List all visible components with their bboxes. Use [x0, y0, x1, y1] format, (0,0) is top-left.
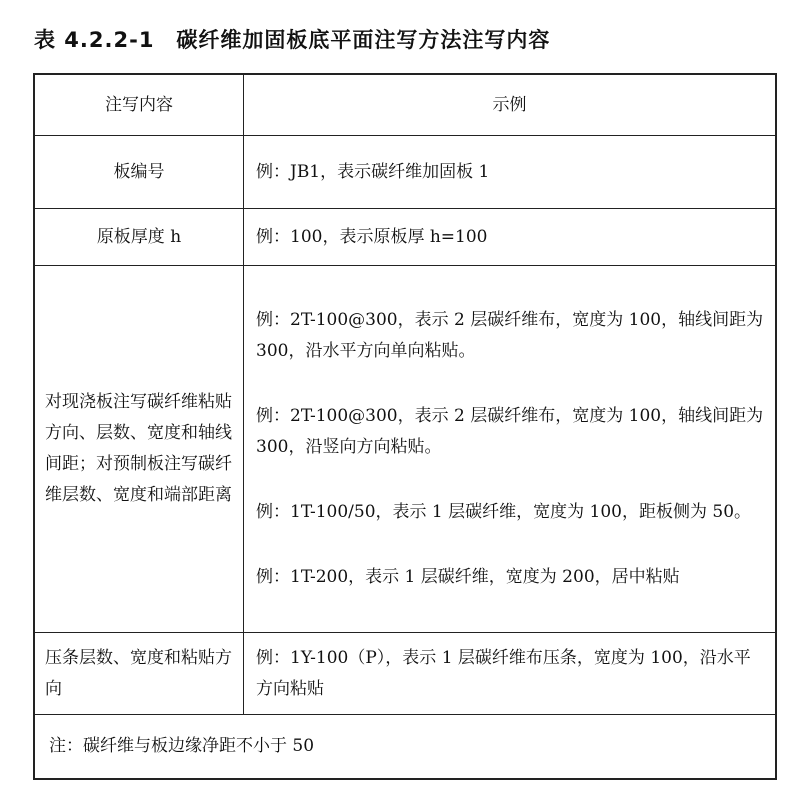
row-label: 对现浇板注写碳纤维粘贴方向、层数、宽度和轴线间距；对预制板注写碳纤维层数、宽度和端部距离	[34, 266, 244, 633]
row-example: 例：1Y-100（P），表示 1 层碳纤维布压条，宽度为 100，沿水平方向粘贴	[244, 633, 777, 715]
row-label: 压条层数、宽度和粘贴方向	[34, 633, 244, 715]
table-row	[34, 266, 776, 633]
row-example: 例：1T-100/50，表示 1 层碳纤维，宽度为 100，距板侧为 50。	[256, 502, 752, 522]
table-row	[34, 136, 776, 209]
row-label: 原板厚度 h	[34, 209, 244, 266]
table-row	[34, 209, 776, 266]
header-content: 注写内容	[34, 74, 244, 136]
table-header-row	[34, 74, 776, 136]
table-note-row	[34, 715, 776, 780]
row-example: 例：2T-100@300，表示 2 层碳纤维布，宽度为 100，轴线间距为 300，沿竖向方向粘贴。	[256, 406, 764, 457]
row-example: 例：100，表示原板厚 h=100	[244, 209, 777, 266]
row-label: 板编号	[34, 136, 244, 209]
annotation-table	[33, 73, 777, 780]
table-row	[34, 633, 776, 715]
header-example: 示例	[244, 74, 777, 136]
table-title: 表 4.2.2-1 碳纤维加固板底平面注写方法注写内容	[34, 28, 551, 52]
row-example: 例：JB1，表示碳纤维加固板 1	[244, 136, 777, 209]
table-note: 注：碳纤维与板边缘净距不小于 50	[34, 715, 776, 780]
row-examples	[244, 266, 777, 633]
row-example: 例：2T-100@300，表示 2 层碳纤维布，宽度为 100，轴线间距为 300，沿水平方向单向粘贴。	[256, 310, 764, 361]
row-example: 例：1T-200，表示 1 层碳纤维，宽度为 200，居中粘贴	[256, 567, 680, 587]
